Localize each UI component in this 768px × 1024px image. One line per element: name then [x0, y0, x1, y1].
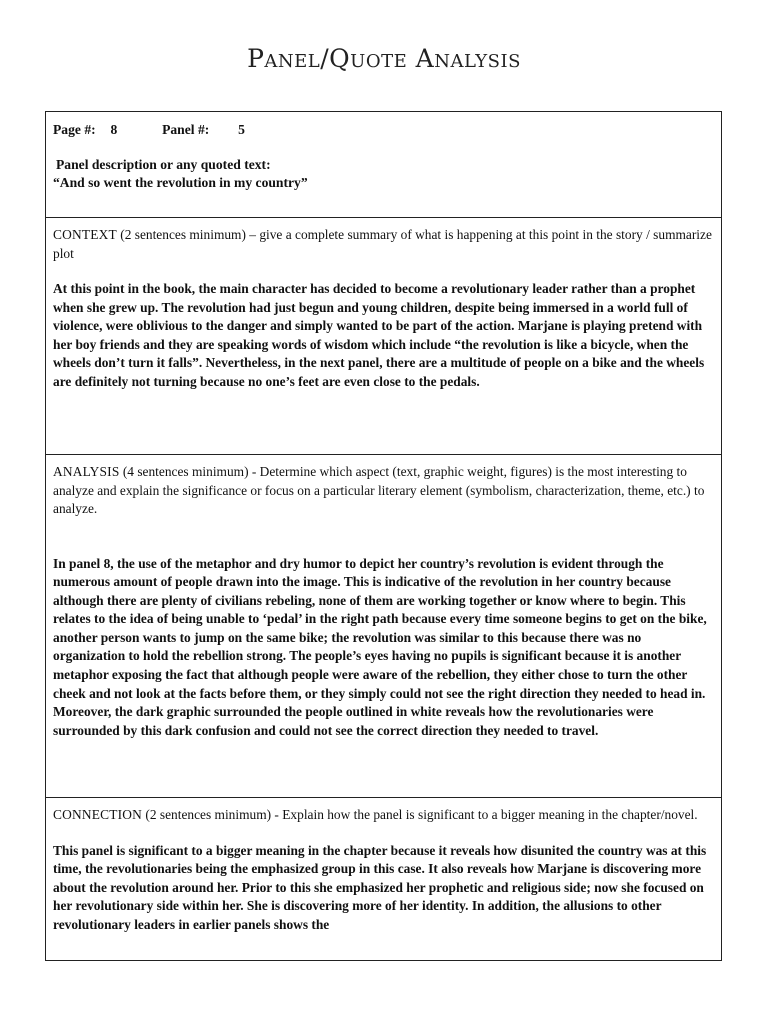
context-response: At this point in the book, the main character has decided to become a revolutionary leader rather than a prophet when she grew up. The revolution had just begun and young children, despite being immersed in a world full of violence, were oblivious to the danger and simply wanted to be part of the action. Marjane is playing pretend with her boy friends and they are speaking words of wisdom which include “the revolution is like a bicycle, when the wheels don’t turn it falls”. Nevertheless, in the next panel, there are a multitude of people on a bike and the wheels are definitely not turning because no one’s feet are even close to the pedals.	[53, 281, 705, 389]
connection-prompt	[53, 806, 714, 825]
panel-description	[53, 156, 714, 192]
analysis-prompt	[53, 463, 714, 519]
panel-label: Panel #:	[162, 122, 210, 137]
connection-response: This panel is significant to a bigger meaning in the chapter because it reveals how disunited the country was at this time, the revolutionaries being the emphasized group in this case. It also reveals how Marjane is discovering more about the revolution around her. Prior to this she emphasized her prophetic and religious side; now she focused on her revolutionary side within her. She is discovering more of her identity. In addition, the allusions to other revolutionary leaders in earlier panels shows the	[53, 842, 707, 932]
context-cell	[46, 218, 721, 455]
analysis-instructions: (4 sentences minimum) - Determine which aspect (text, graphic weight, figures) is the most interesting to analyze and explain the significance or focus on a particular literary element (symbolism, characterization, theme, etc.) to analyze.	[53, 464, 705, 516]
context-prompt	[53, 226, 714, 263]
context-heading: CONTEXT	[53, 227, 117, 242]
quoted-text: “And so went the revolution in my country”	[53, 175, 308, 190]
panel-reference	[53, 122, 714, 138]
connection-cell	[46, 798, 721, 960]
page-number: 8	[110, 122, 118, 137]
panel-number: 5	[238, 122, 245, 137]
context-instructions: (2 sentences minimum) – give a complete summary of what is happening at this point in the story / summarize plot	[53, 227, 712, 261]
analysis-table	[45, 111, 722, 961]
page-title: Panel/Quote Analysis	[247, 44, 521, 73]
connection-heading: CONNECTION	[53, 807, 143, 822]
connection-instructions: (2 sentences minimum) - Explain how the panel is significant to a bigger meaning in the chapter/novel.	[142, 807, 698, 822]
page-label: Page #:	[53, 122, 96, 137]
analysis-heading: ANALYSIS	[53, 464, 120, 479]
analysis-response: In panel 8, the use of the metaphor and dry humor to depict her country’s revolution is evident through the numerous amount of people drawn into the image. This is indicative of the revolution in her country because although there are plenty of civilians rebeling, none of them are working together or know where to begin. This relates to the idea of being unable to ‘pedal’ in the right path because every time someone begins to get on the bike, another person wants to jump on the same bike; the revolution was similar to this because there was no organization to hold the rebellion strong. The people’s eyes having no pupils is significant because it is another metaphor exposing the fact that although people were aware of the rebellion, they either chose to turn the other cheek and not look at the facts before them, or they simply could not see the right direction they needed to head in. Moreover, the dark graphic surrounded the people outlined in white reveals how the revolutionaries were surrounded by this dark confusion and could not see the correct direction they needed to travel.	[53, 555, 707, 738]
panel-reference-cell	[46, 112, 721, 218]
description-label: Panel description or any quoted text:	[56, 157, 271, 172]
analysis-cell	[46, 455, 721, 798]
